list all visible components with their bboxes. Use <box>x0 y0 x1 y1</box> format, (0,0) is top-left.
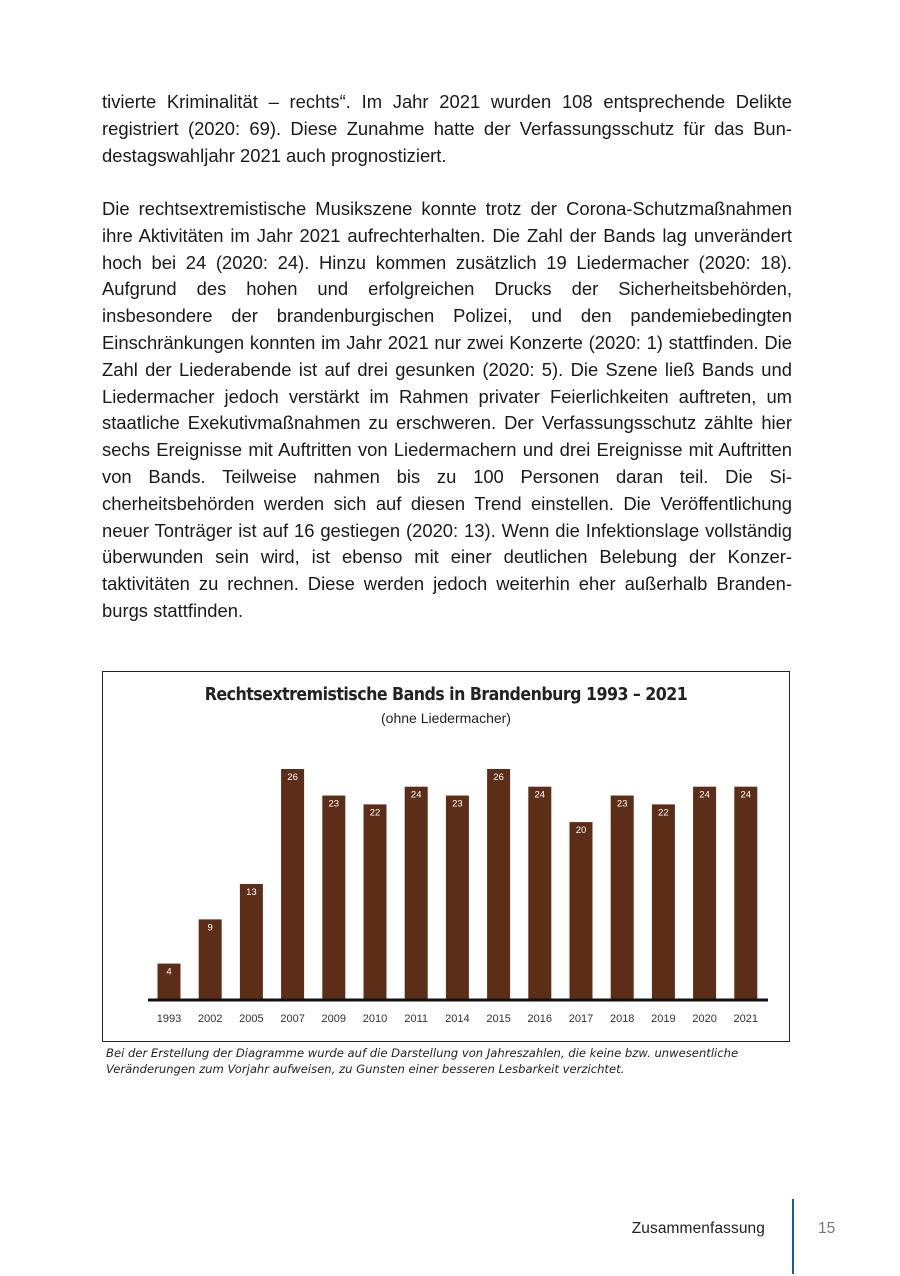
bar-2015 <box>487 769 510 999</box>
data-label-2007: 26 <box>287 772 298 783</box>
footer-section-title: Zusammenfassung <box>631 1220 765 1237</box>
x-tick-label-2015: 2015 <box>486 1013 511 1025</box>
x-tick-label-2009: 2009 <box>321 1013 347 1025</box>
x-tick-label-2007: 2007 <box>280 1013 305 1025</box>
footer-divider <box>792 1199 794 1274</box>
page-number: 15 <box>818 1220 836 1237</box>
body-paragraph-2 <box>102 196 792 625</box>
data-label-2019: 22 <box>658 807 669 819</box>
data-label-2017: 20 <box>575 825 587 837</box>
body-paragraph-1 <box>102 89 792 169</box>
data-label-2009: 23 <box>328 798 340 810</box>
chart-plot <box>103 672 789 1041</box>
x-tick-label-2018: 2018 <box>609 1013 635 1025</box>
chart-caption: Bei der Erstellung der Diagramme wurde auf die Darstellung von Jahreszahlen, die keine bzw. unwesentliche Veränderungen zum Vorjahr aufweisen, zu Gunsten einer besseren Lesbarkeit verzichtet. <box>106 1046 739 1076</box>
bar-2009 <box>322 796 345 999</box>
bar-2018 <box>611 796 634 999</box>
x-tick-label-2016: 2016 <box>527 1013 553 1025</box>
bar-chart <box>102 671 790 1042</box>
bar-2005 <box>240 884 263 999</box>
bar-2019 <box>652 804 675 999</box>
bar-2014 <box>446 796 469 999</box>
x-tick-label-2011: 2011 <box>404 1013 429 1025</box>
data-label-2014: 23 <box>452 798 463 810</box>
bar-2011 <box>405 787 428 999</box>
bar-2010 <box>364 804 387 999</box>
x-tick-label-2021: 2021 <box>733 1013 759 1025</box>
data-label-1993: 4 <box>166 966 172 978</box>
x-tick-label-2014: 2014 <box>445 1013 470 1025</box>
data-label-2021: 24 <box>740 789 752 801</box>
x-tick-label-2019: 2019 <box>651 1013 676 1025</box>
chart-title: Rechtsextremistische Bands in Brandenburg 1993 – 2021 <box>204 684 688 705</box>
data-label-2010: 22 <box>369 807 381 819</box>
data-label-2002: 9 <box>207 922 213 934</box>
x-tick-label-2010: 2010 <box>362 1013 388 1025</box>
bar-2007 <box>281 769 304 999</box>
bar-2020 <box>693 787 716 999</box>
x-tick-label-2020: 2020 <box>692 1013 717 1025</box>
data-label-2011: 24 <box>410 789 422 801</box>
chart-subtitle: (ohne Liedermacher) <box>381 710 511 726</box>
data-label-2005: 13 <box>246 887 257 898</box>
data-label-2020: 24 <box>699 789 710 801</box>
x-tick-label-2005: 2005 <box>239 1013 264 1025</box>
paragraph-text: tivierte Kriminalität – rechts“. Im Jahr 2021 wurden 108 entsprechende Delikte registriert (2020: 69). Diese Zunahme hatte der Verfassungsschutz für das Bundestagswahljahr 2021 auch prognostiziert. <box>102 91 792 166</box>
x-tick-label-2017: 2017 <box>568 1013 594 1025</box>
x-tick-label-1993: 1993 <box>156 1013 182 1025</box>
data-label-2016: 24 <box>534 789 546 801</box>
bar-2016 <box>528 787 551 999</box>
data-label-2015: 26 <box>493 772 504 783</box>
bar-2021 <box>734 787 757 999</box>
bar-2017 <box>570 822 593 999</box>
paragraph-text: Die rechtsextremistische Musikszene konnte trotz der Corona-Schutzmaßnahmen ihre Aktivitäten im Jahr 2021 aufrechterhalten. Die Zahl der Bands lag unverändert hoch bei 24 (2020: 24). Hinzu kommen zusätzlich 19 Liedermacher (2020: 18). Aufgrund des hohen und erfolgreichen Drucks der Sicherheitsbehörden, insbesondere der brandenburgischen Polizei, und den pandemiebedingten Einschränkungen konnten im Jahr 2021 nur zwei Konzerte (2020: 1) stattfinden. Die Zahl der Liederabende ist auf drei gesunken (2020: 5). Die Szene ließ Bands und Liedermacher jedoch verstärkt im Rahmen privater Feierlichkeiten auftreten, um staatliche Exekutivmaßnahmen zu erschweren. Der Verfassungsschutz zählte hier sechs Ereignisse mit Auftritten von Liedermachern und drei Ereignisse mit Auftritten von Bands. Teilweise nahmen bis zu 100 Personen daran teil. Die Sicherheitsbehörden werden sich auf diesen Trend einstellen. Die Veröffentlichung neuer Tonträger ist auf 16 gestiegen (2020: 13). Wenn die Infektionslage vollständig überwunden sein wird, ist ebenso mit einer deutlichen Belebung der Konzertaktivitäten zu rechnen. Diese werden jedoch weiterhin eher außerhalb Brandenburgs stattfinden. <box>102 198 792 621</box>
x-tick-label-2002: 2002 <box>197 1013 223 1025</box>
data-label-2018: 23 <box>616 798 628 810</box>
